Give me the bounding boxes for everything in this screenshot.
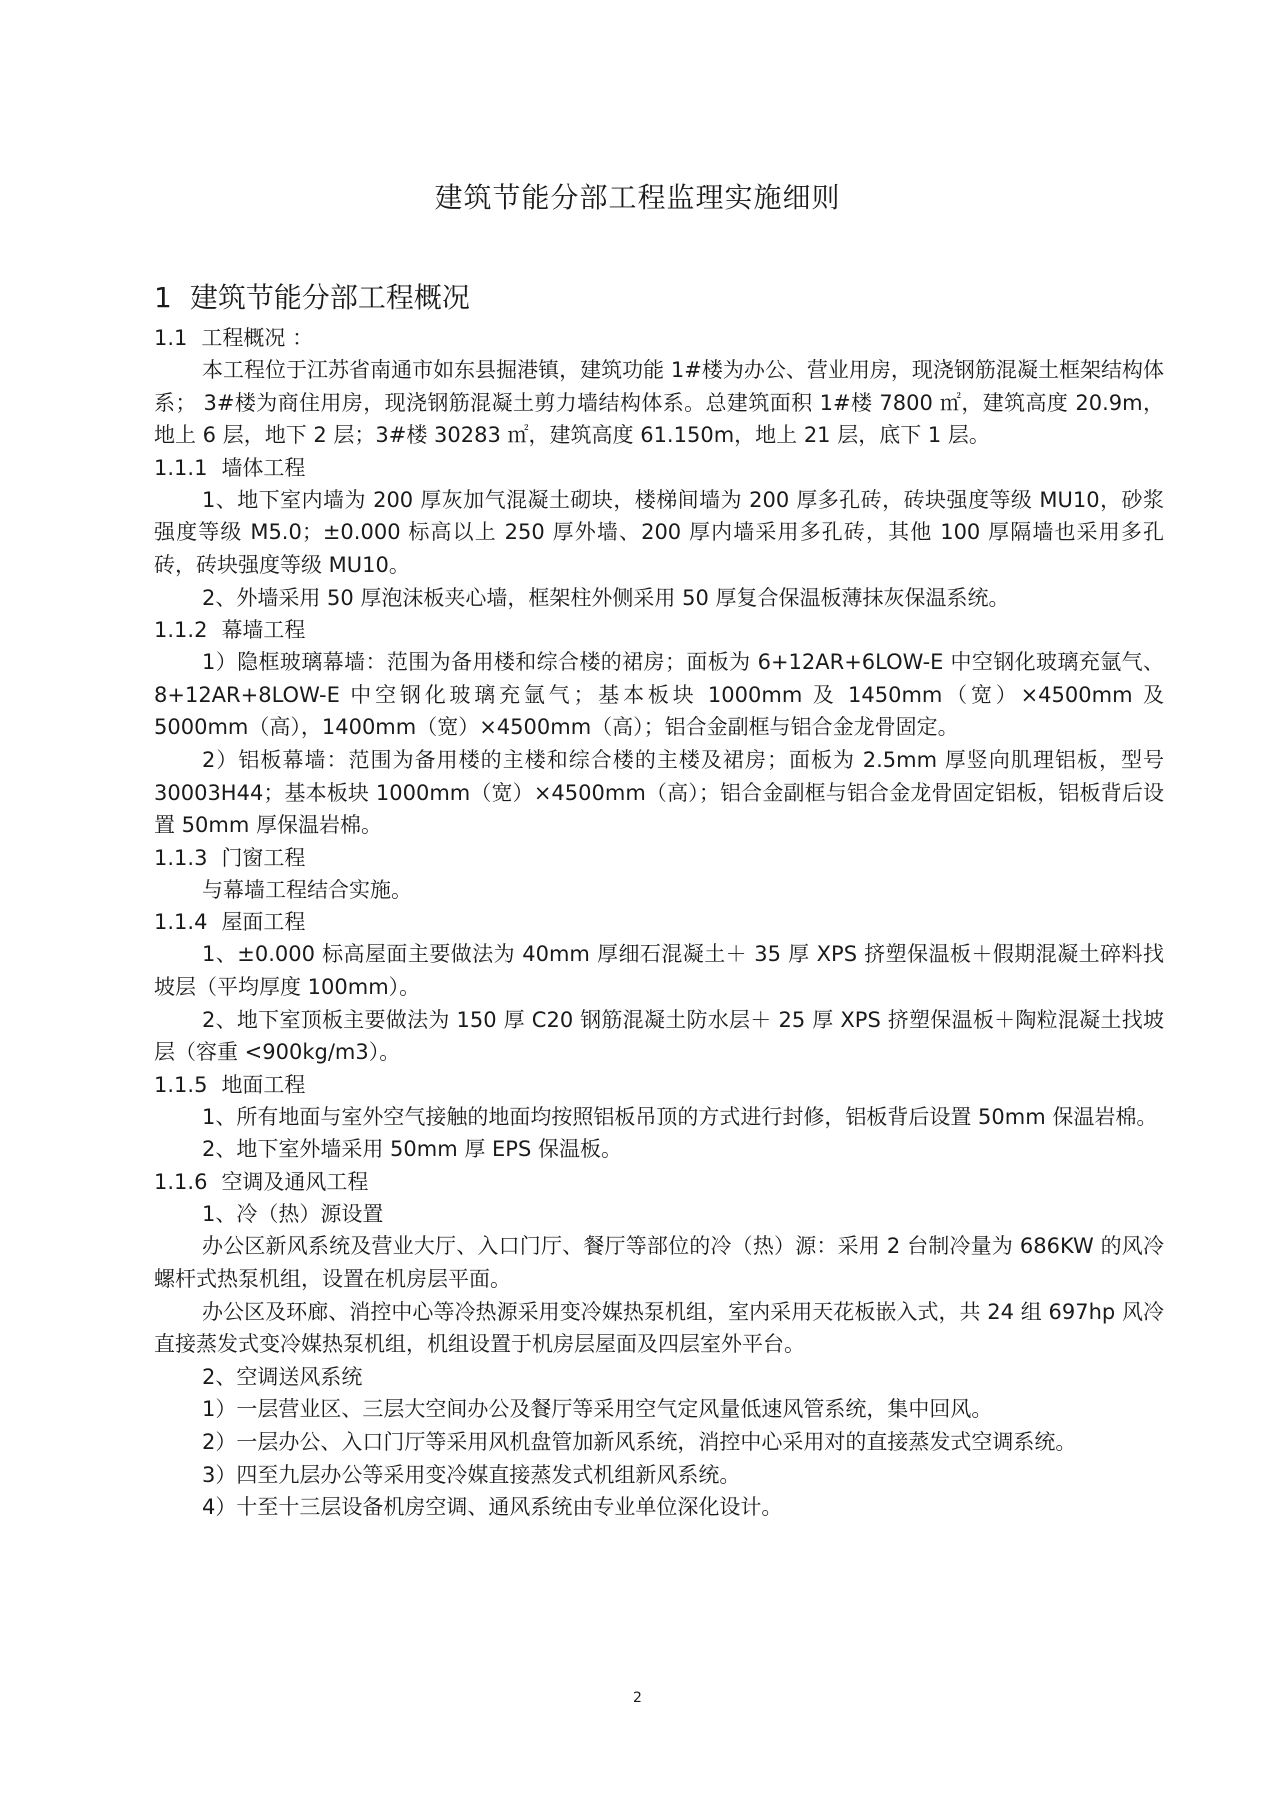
paragraph: 1、±0.000 标高屋面主要做法为 40mm 厚细石混凝土＋ 35 厚 XPS 挤塑保温板＋假期混凝土碎料找坡层（平均厚度 100mm）。 bbox=[154, 942, 1164, 999]
paragraph: 办公区及环廊、消控中心等冷热源采用变冷媒热泵机组，室内采用天花板嵌入式，共 24 组 697hp 风冷直接蒸发式变冷媒热泵机组，机组设置于机房层屋面及四层室外平台。 bbox=[154, 1299, 1164, 1357]
heading-title: 地面工程 bbox=[221, 1072, 306, 1097]
heading-number: 1.1.3 bbox=[154, 845, 208, 870]
paragraph: 本工程位于江苏省南通市如东县掘港镇，建筑功能 1#楼为办公、营业用房，现浇钢筋混凝土框架结构体系； 3#楼为商住用房，现浇钢筋混凝土剪力墙结构体系。总建筑面积 1#楼 7800 ㎡，建筑高度 20.9m，地上 6 层，地下 2 层；3#楼 30283 ㎡，建筑高度 61.150m，地上 21 层，底下 1 层。 bbox=[154, 358, 1164, 448]
section-number: 1 bbox=[154, 281, 172, 314]
paragraph: 与幕墙工程结合实施。 bbox=[202, 877, 412, 902]
document-title: 建筑节能分部工程监理实施细则 bbox=[434, 181, 841, 214]
heading-title: 工程概况 ： bbox=[201, 326, 314, 350]
paragraph: 1、地下室内墙为 200 厚灰加气混凝土砌块，楼梯间墙为 200 厚多孔砖，砖块强度等级 MU10，砂浆强度等级 M5.0；±0.000 标高以上 250 厚外墙、200 厚内墙采用多孔砖，其他 100 厚隔墙也采用多孔砖，砖块强度等级 MU10。 bbox=[154, 487, 1164, 577]
paragraph: 4）十至十三层设备机房空调、通风系统由专业单位深化设计。 bbox=[202, 1495, 783, 1520]
heading-title: 空调及通风工程 bbox=[221, 1169, 369, 1194]
subsection-heading bbox=[154, 322, 1164, 354]
sub-subsection-heading bbox=[154, 842, 1164, 874]
sub-subsection-heading bbox=[154, 906, 1164, 938]
heading-number: 1.1.1 bbox=[154, 455, 208, 480]
paragraph: 1）一层营业区、三层大空间办公及餐厅等采用空气定风量低速风管系统，集中回风。 bbox=[202, 1397, 993, 1422]
heading-number: 1.1.4 bbox=[154, 910, 208, 935]
paragraph: 2、地下室外墙采用 50mm 厚 EPS 保温板。 bbox=[202, 1137, 622, 1162]
heading-title: 墙体工程 bbox=[221, 455, 306, 480]
sub-subsection-heading bbox=[154, 452, 1164, 484]
paragraph: 1、所有地面与室外空气接触的地面均按照铝板吊顶的方式进行封修，铝板背后设置 50mm 保温岩棉。 bbox=[202, 1104, 1158, 1129]
heading-number: 1.1.6 bbox=[154, 1169, 208, 1194]
paragraph: 2、地下室顶板主要做法为 150 厚 C20 钢筋混凝土防水层＋ 25 厚 XPS 挤塑保温板＋陶粒混凝土找坡层（容重 <900kg/m3）。 bbox=[154, 1007, 1164, 1065]
heading-number: 1.1.2 bbox=[154, 618, 208, 643]
paragraph: 2、外墙采用 50 厚泡沫板夹心墙，框架柱外侧采用 50 厚复合保温板薄抹灰保温系统。 bbox=[202, 585, 1010, 610]
sub-subsection-heading bbox=[154, 614, 1164, 646]
heading-title: 门窗工程 bbox=[221, 845, 306, 870]
heading-title: 幕墙工程 bbox=[221, 618, 306, 643]
document-body bbox=[154, 322, 1164, 1524]
section-title: 建筑节能分部工程概况 bbox=[189, 281, 470, 314]
heading-title: 屋面工程 bbox=[221, 910, 306, 935]
paragraph: 1、冷（热）源设置 bbox=[202, 1201, 384, 1226]
paragraph: 2）一层办公、入口门厅等采用风机盘管加新风系统，消控中心采用对的直接蒸发式空调系统。 bbox=[202, 1430, 1077, 1455]
paragraph: 2、空调送风系统 bbox=[202, 1364, 363, 1389]
paragraph: 2）铝板幕墙：范围为备用楼的主楼和综合楼的主楼及裙房；面板为 2.5mm 厚竖向肌理铝板，型号 30003H44；基本板块 1000mm（宽）×4500mm（高）；铝合金副框与铝合金龙骨固定铝板，铝板背后设置 50mm 厚保温岩棉。 bbox=[154, 747, 1164, 838]
sub-subsection-heading bbox=[154, 1166, 1164, 1198]
section-heading bbox=[154, 276, 470, 316]
paragraph: 3）四至九层办公等采用变冷媒直接蒸发式机组新风系统。 bbox=[202, 1462, 741, 1487]
paragraph: 1）隐框玻璃幕墙：范围为备用楼和综合楼的裙房；面板为 6+12AR+6LOW-E 中空钢化玻璃充氩气、8+12AR+8LOW-E 中空钢化玻璃充氩气；基本板块 1000mm 及 1450mm（宽）×4500mm 及 5000mm（高），1400mm（宽）×4500mm（高）；铝合金副框与铝合金龙骨固定。 bbox=[154, 650, 1164, 740]
heading-number: 1.1 bbox=[154, 326, 188, 350]
page-number: 2 bbox=[633, 1690, 642, 1706]
paragraph: 办公区新风系统及营业大厅、入口门厅、餐厅等部位的冷（热）源：采用 2 台制冷量为 686KW 的风冷螺杆式热泵机组，设置在机房层平面。 bbox=[154, 1234, 1164, 1292]
heading-number: 1.1.5 bbox=[154, 1072, 208, 1097]
sub-subsection-heading bbox=[154, 1069, 1164, 1101]
